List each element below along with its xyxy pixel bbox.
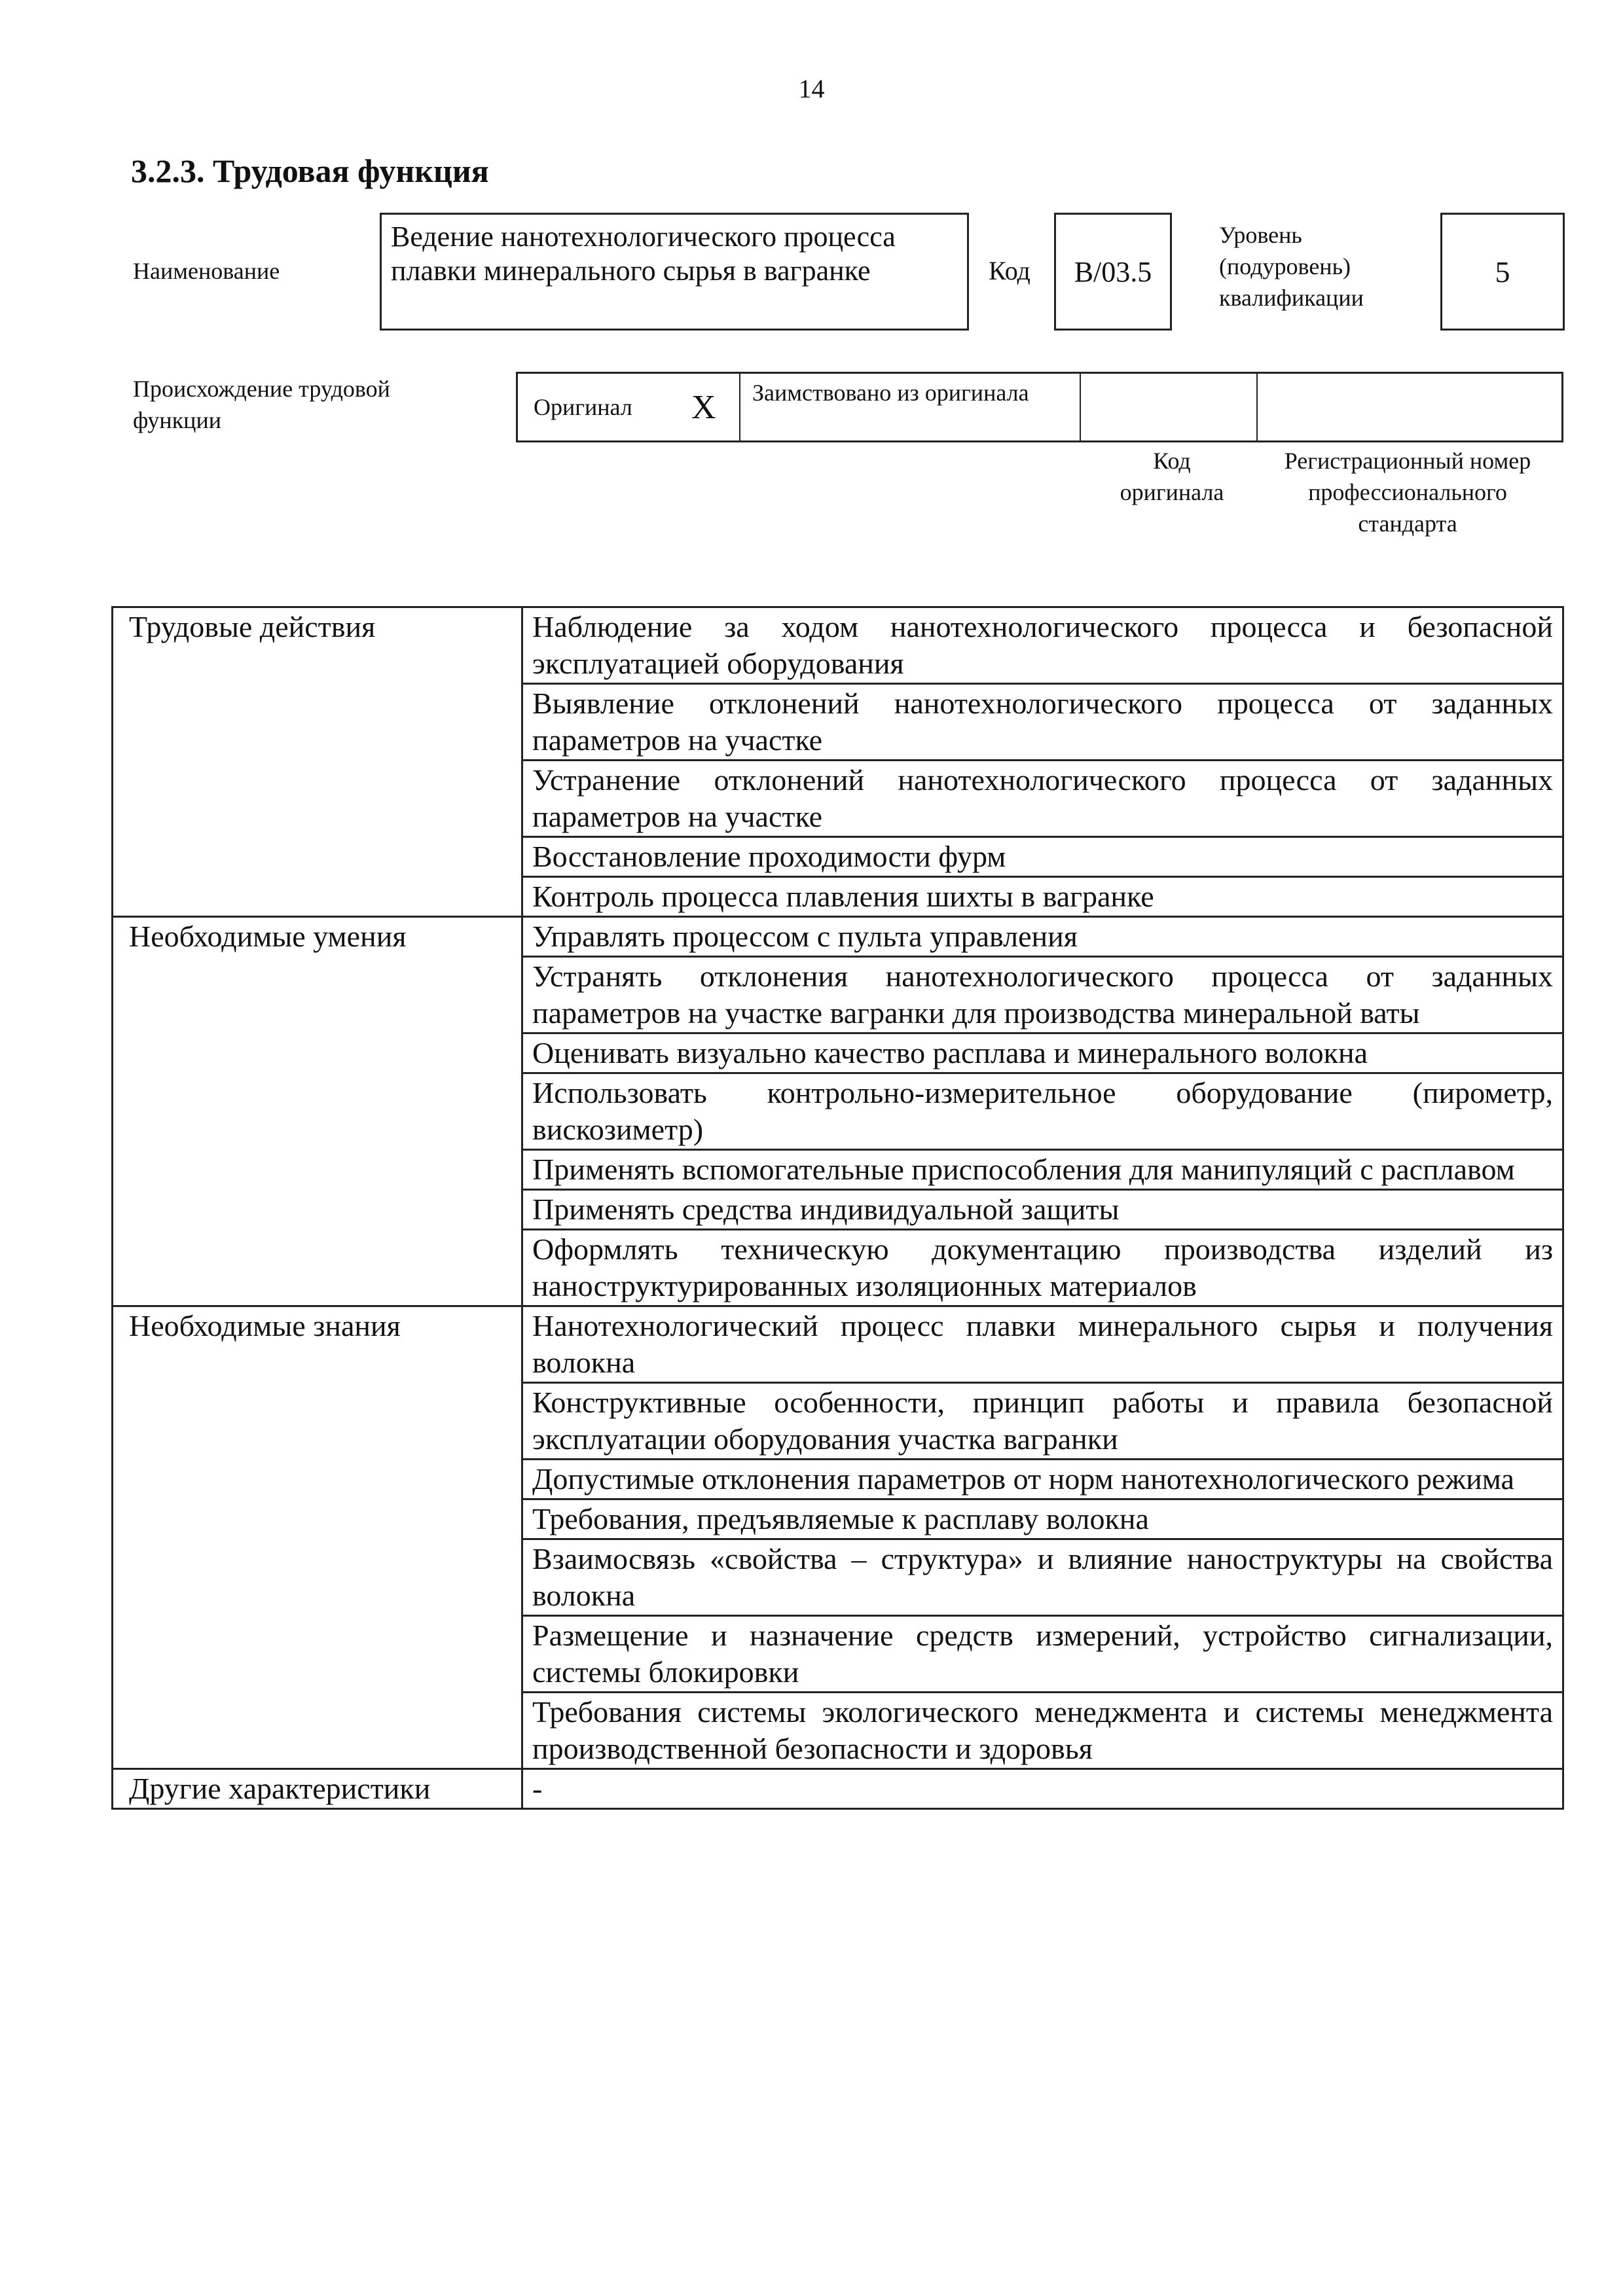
code-original-caption — [1087, 445, 1257, 508]
reg-number-caption-text: Регистрационный номер профессионального стандарта — [1284, 448, 1531, 537]
item-cell: Использовать контрольно-измерительное оборудование (пирометр, вискозиметр) — [522, 1073, 1563, 1150]
item-cell: Размещение и назначение средств измерений, устройство сигнализации, системы блокировки — [522, 1616, 1563, 1693]
page-number: 14 — [798, 74, 825, 103]
name-value-box — [380, 213, 969, 331]
item-cell: Контроль процесса плавления шихты в вагранке — [522, 877, 1563, 917]
item-cell: Требования, предъявляемые к расплаву волокна — [522, 1499, 1563, 1539]
item-cell: Требования системы экологического менеджмента и системы менеджмента производственной безопасности и здоровья — [522, 1693, 1563, 1769]
item-cell: Допустимые отклонения параметров от норм нанотехнологического режима — [522, 1460, 1563, 1499]
item-cell: Применять вспомогательные приспособления для манипуляций с расплавом — [522, 1150, 1563, 1190]
borrowed-label: Заимствовано из оригинала — [752, 380, 1029, 406]
level-value-box — [1440, 213, 1565, 331]
origin-label-text: Происхождение трудовой функции — [133, 376, 390, 433]
item-cell: Конструктивные особенности, принцип работы и правила безопасной эксплуатации оборудования участка вагранки — [522, 1383, 1563, 1460]
reg-number-caption — [1257, 445, 1558, 539]
origin-label — [133, 373, 473, 436]
code-original-caption-text: Код оригинала — [1120, 448, 1224, 505]
category-cell: Необходимые умения — [113, 917, 522, 1306]
table-row — [113, 1306, 1563, 1383]
item-cell: Оформлять техническую документацию производства изделий из наноструктурированных изоляционных материалов — [522, 1230, 1563, 1306]
item-cell: Наблюдение за ходом нанотехнологического процесса и безопасной эксплуатацией оборудования — [522, 607, 1563, 684]
section-title: 3.2.3. Трудовая функция — [131, 152, 489, 189]
name-label: Наименование — [133, 258, 280, 284]
table-row — [113, 607, 1563, 684]
item-cell: Устранять отклонения нанотехнологического процесса от заданных параметров на участке вагранки для производства минеральной ваты — [522, 957, 1563, 1033]
original-mark: X — [691, 389, 716, 426]
category-cell: Другие характеристики — [113, 1769, 522, 1809]
level-label — [1219, 219, 1415, 314]
item-cell: Оценивать визуально качество расплава и минерального волокна — [522, 1033, 1563, 1073]
category-cell: Необходимые знания — [113, 1306, 522, 1769]
item-cell: Выявление отклонений нанотехнологического процесса от заданных параметров на участке — [522, 684, 1563, 761]
item-cell: Взаимосвязь «свойства – структура» и влияние наноструктуры на свойства волокна — [522, 1539, 1563, 1616]
code-original-cell — [1081, 374, 1258, 440]
item-cell: Устранение отклонений нанотехнологического процесса от заданных параметров на участке — [522, 761, 1563, 837]
table-row — [113, 1769, 1563, 1809]
origin-table — [516, 372, 1563, 442]
code-value-box — [1054, 213, 1172, 331]
item-cell: Применять средства индивидуальной защиты — [522, 1190, 1563, 1230]
item-cell: Восстановление проходимости фурм — [522, 837, 1563, 877]
item-cell: Нанотехнологический процесс плавки минерального сырья и получения волокна — [522, 1306, 1563, 1383]
category-cell: Трудовые действия — [113, 607, 522, 917]
labor-function-table — [111, 606, 1564, 1810]
code-label: Код — [989, 256, 1030, 285]
level-label-text: Уровень (подуровень) квалификации — [1219, 222, 1364, 311]
reg-number-cell — [1258, 374, 1561, 440]
level-value: 5 — [1495, 255, 1510, 289]
code-value: B/03.5 — [1074, 255, 1152, 288]
original-cell — [518, 374, 740, 440]
item-cell: - — [522, 1769, 1563, 1809]
original-label: Оригинал — [534, 394, 632, 420]
name-value: Ведение нанотехнологического процесса плавки минерального сырья в вагранке — [391, 221, 896, 287]
item-cell: Управлять процессом с пульта управления — [522, 917, 1563, 957]
borrowed-cell — [740, 374, 1081, 440]
table-row — [113, 917, 1563, 957]
